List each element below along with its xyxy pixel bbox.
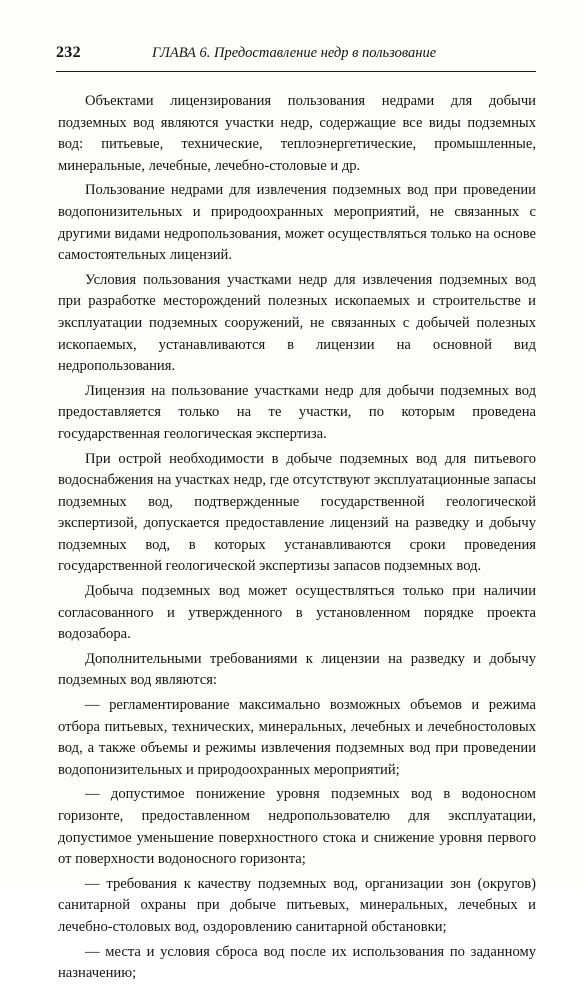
paragraph-use-conditions: Условия пользования участками недр для извлечения подземных вод при разработке месторождений полезных ископаемых и строительстве и эксплуатации подземных сооружений, не связанных с добычей полезных ископаемых, устанавливаются в лицензии на основной вид недропользования.: [58, 271, 536, 375]
running-header: [56, 38, 536, 72]
body-text: [58, 91, 536, 985]
chapter-title: ГЛАВА 6. Предоставление недр в пользование: [152, 45, 437, 61]
list-item-quality-requirements: — требования к качеству подземных вод, организации зон (округов) санитарной охраны при добыче питьевых, минеральных, лечебных и лечебно-столовых вод, оздоровлению санитарной обстановки;: [58, 875, 536, 935]
paragraph-extra-requirements: Дополнительными требованиями к лицензии на разведку и добычу подземных вод являются:: [58, 650, 536, 689]
paragraph-license-objects: Объектами лицензирования пользования недрами для добычи подземных вод являются участки недр, содержащие все виды подземных вод: питьевые, технические, теплоэнергетические, промышленные, минеральные, лечебные, лечебно-столовые и др.: [58, 93, 536, 174]
paragraph-dewatering-use: Пользование недрами для извлечения подземных вод при проведении водопонизительных и природоохранных мероприятий, не связанных с другими видами недропользования, может осуществляться только на основе самостоятельных лицензий.: [58, 182, 536, 264]
paragraph-urgent-supply: При острой необходимости в добыче подземных вод для питьевого водоснабжения на участках недр, где отсутствуют эксплуатационные запасы подземных вод, подтвержденные государственной геологической экспертизой, допускается предоставление лицензий на разведку и добычу подземных вод, в которых устанавливаются сроки проведения государственной геологической экспертизы запасов подземных вод.: [58, 450, 536, 575]
header-rule: [56, 71, 536, 72]
paragraph-intake-project: Добыча подземных вод может осуществляться только при наличии согласованного и утвержденного в установленном порядке проекта водозабора.: [58, 583, 536, 643]
list-item-extraction-volumes: — регламентирование максимально возможных объемов и режима отбора питьевых, технических, минеральных, лечебных и лечебностоловых вод, а также объемы и режимы извлечения подземных вод при проведении водопонизительных и природоохранных мероприятий;: [58, 697, 536, 778]
list-item-discharge-conditions: — места и условия сброса вод после их использования по заданному назначению;: [58, 943, 536, 982]
page-number: 232: [56, 44, 81, 61]
list-item-level-decline: — допустимое понижение уровня подземных вод в водоносном горизонте, предоставленном недропользователю для эксплуатации, допустимое уменьшение поверхностного стока и снижение уровня первого от поверхности водоносного горизонта;: [58, 786, 536, 868]
paragraph-license-grant: Лицензия на пользование участками недр для добычи подземных вод предоставляется только на те участки, по которым проведена государственная геологическая экспертиза.: [58, 382, 536, 442]
